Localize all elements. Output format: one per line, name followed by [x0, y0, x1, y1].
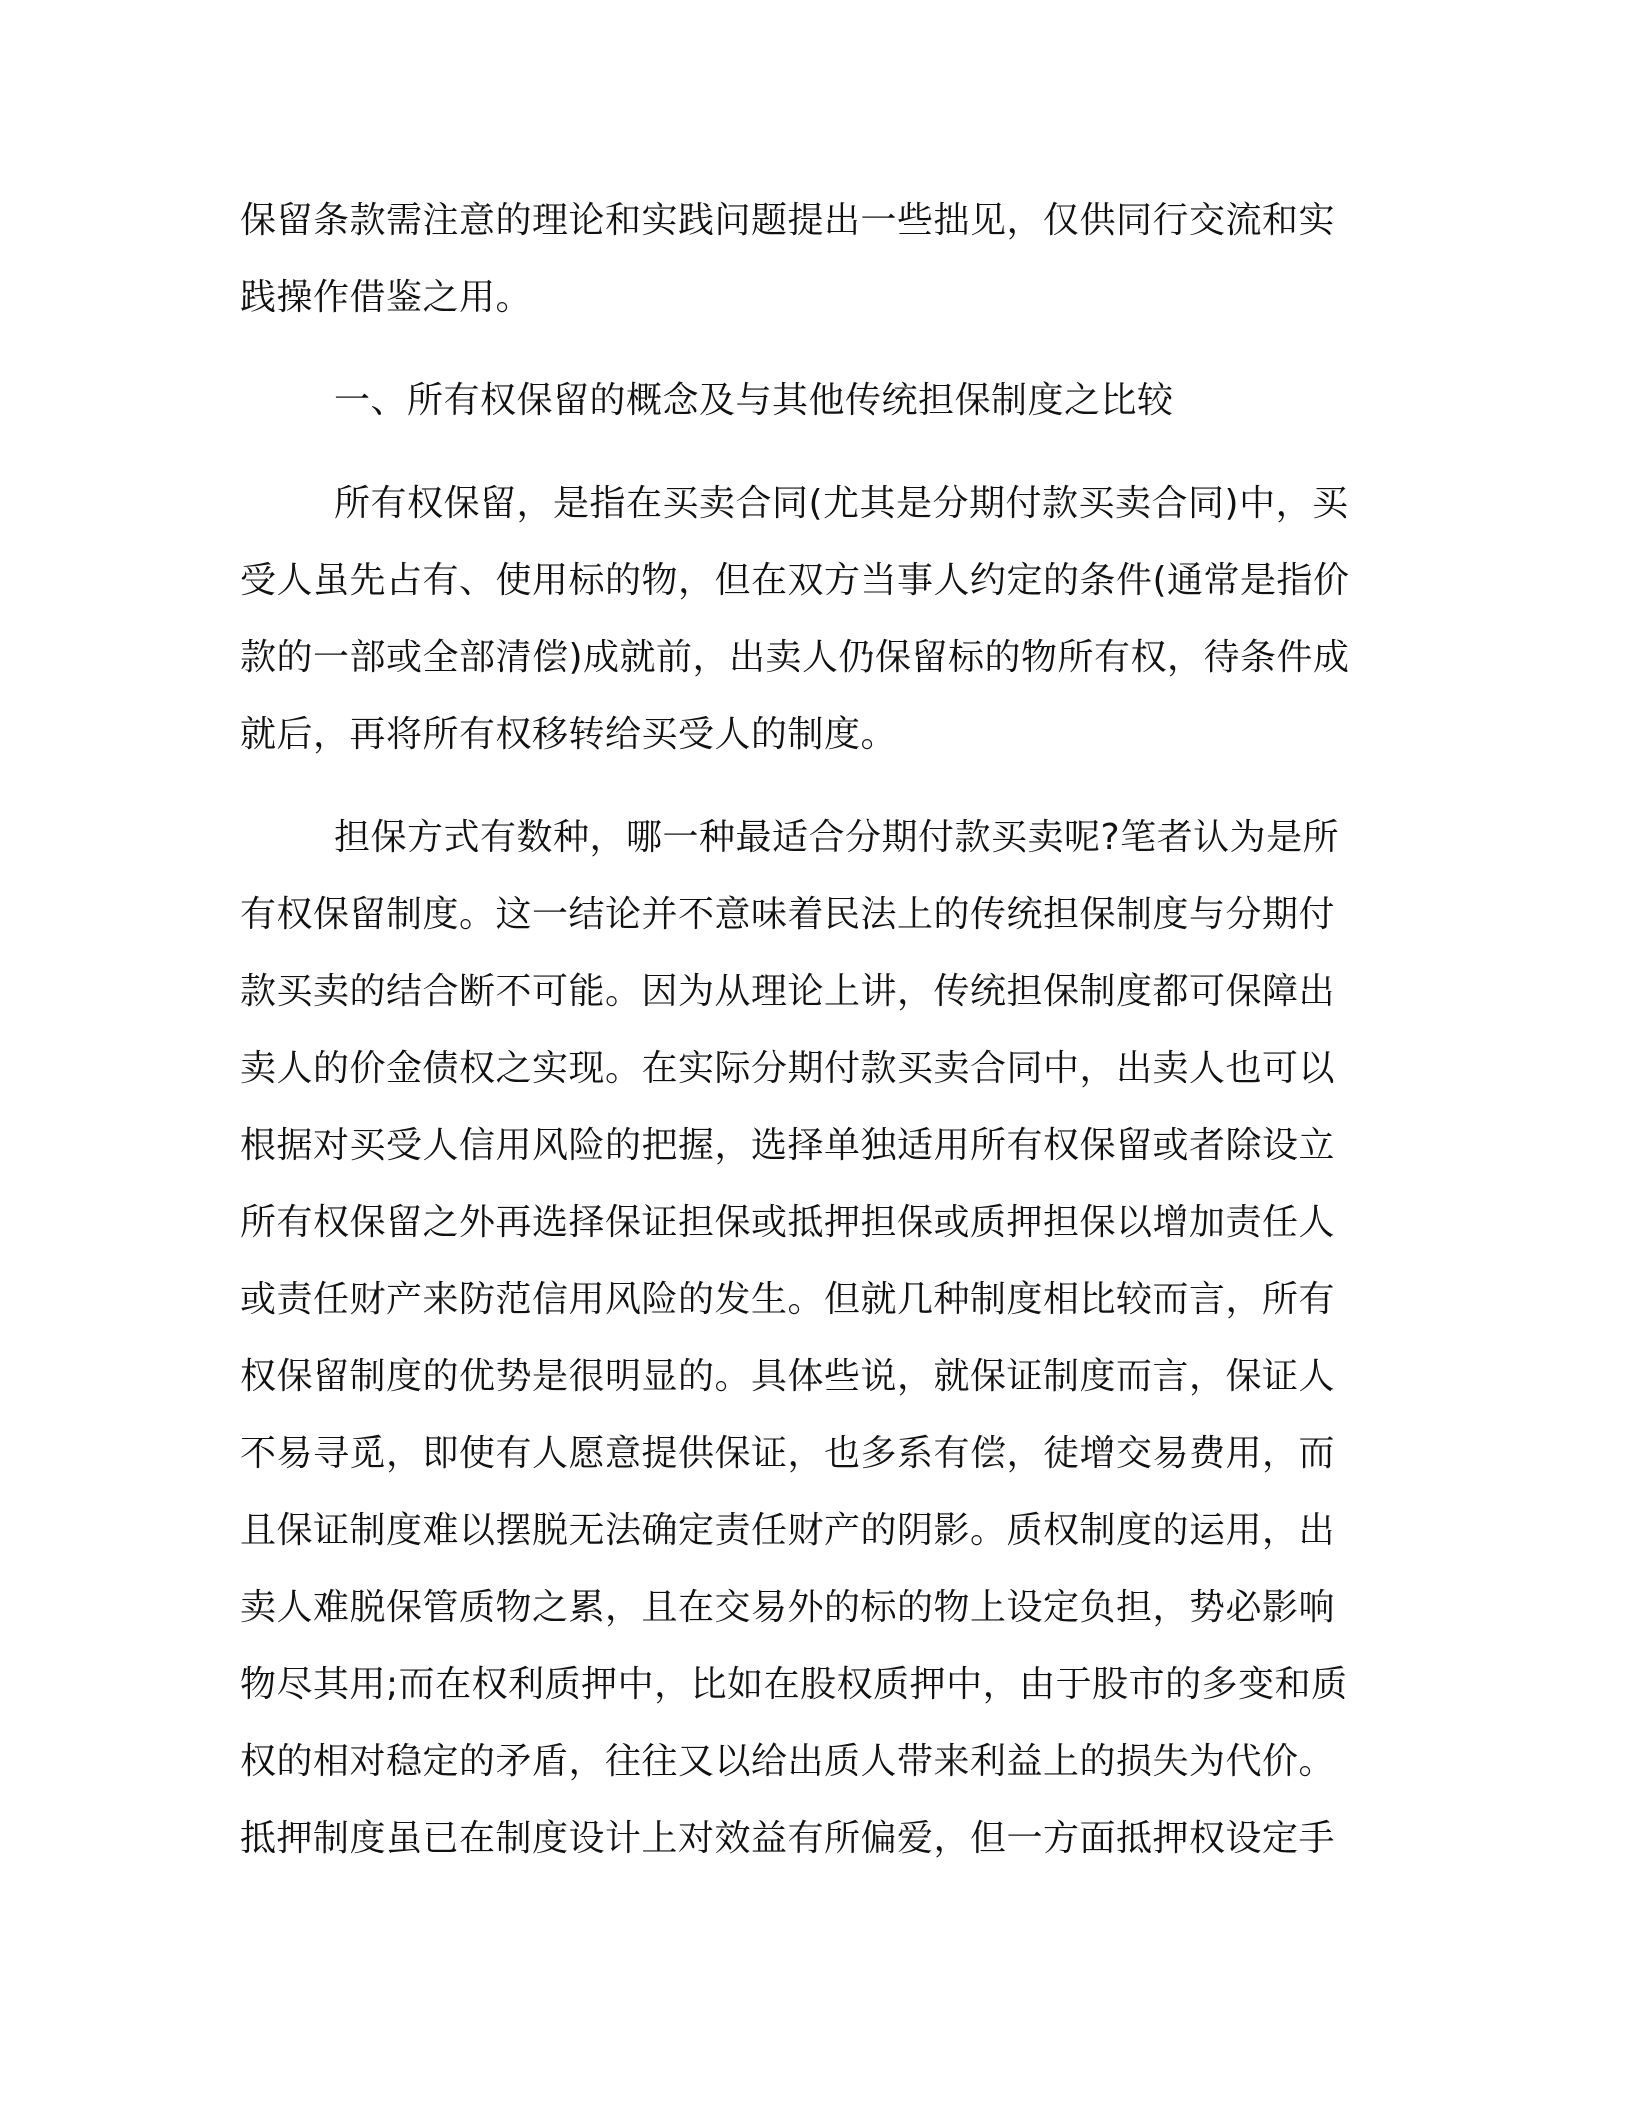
text-line: 所有权保留之外再选择保证担保或抵押担保或质押担保以增加责任人 [240, 1202, 1336, 1243]
text-line: 践操作借鉴之用。 [240, 277, 533, 318]
text-line: 有权保留制度。这一结论并不意味着民法上的传统担保制度与分期付 [240, 894, 1336, 935]
text-line: 抵押制度虽已在制度设计上对效益有所偏爱，但一方面抵押权设定手 [240, 1818, 1336, 1859]
text-line: 物尽其用;而在权利质押中，比如在股权质押中，由于股市的多变和质 [240, 1664, 1348, 1705]
paragraph-definition [240, 465, 1380, 773]
paragraph-spacer [240, 773, 1380, 799]
paragraph-continued-text [240, 182, 1380, 336]
text-line: 受人虽先占有、使用标的物，但在双方当事人约定的条件(通常是指价 [240, 560, 1350, 601]
document-body [240, 182, 1380, 1877]
text-line: 款买卖的结合断不可能。因为从理论上讲，传统担保制度都可保障出 [240, 971, 1336, 1012]
text-line: 且保证制度难以摆脱无法确定责任财产的阴影。质权制度的运用，出 [240, 1510, 1336, 1551]
heading-line: 一、所有权保留的概念及与其他传统担保制度之比较 [334, 380, 1174, 421]
section-heading [240, 362, 1380, 439]
text-line: 款的一部或全部清偿)成就前，出卖人仍保留标的物所有权，待条件成 [240, 637, 1350, 678]
text-line: 就后，再将所有权移转给买受人的制度。 [240, 714, 898, 755]
paragraph-spacer [240, 439, 1380, 465]
text-line: 权的相对稳定的矛盾，往往又以给出质人带来利益上的损失为代价。 [240, 1741, 1336, 1782]
text-line: 根据对买受人信用风险的把握，选择单独适用所有权保留或者除设立 [240, 1125, 1336, 1166]
text-line: 卖人的价金债权之实现。在实际分期付款买卖合同中，出卖人也可以 [240, 1048, 1336, 1089]
text-line: 卖人难脱保管质物之累，且在交易外的标的物上设定负担，势必影响 [240, 1587, 1336, 1628]
text-line: 保留条款需注意的理论和实践问题提出一些拙见，仅供同行交流和实 [240, 200, 1336, 241]
text-line: 所有权保留，是指在买卖合同(尤其是分期付款买卖合同)中，买 [334, 483, 1349, 524]
paragraph-comparison [240, 799, 1380, 1877]
text-line: 权保留制度的优势是很明显的。具体些说，就保证制度而言，保证人 [240, 1356, 1336, 1397]
text-line: 不易寻觅，即使有人愿意提供保证，也多系有偿，徒增交易费用，而 [240, 1433, 1336, 1474]
text-line: 担保方式有数种，哪一种最适合分期付款买卖呢?笔者认为是所 [334, 817, 1340, 858]
text-line: 或责任财产来防范信用风险的发生。但就几种制度相比较而言，所有 [240, 1279, 1336, 1320]
paragraph-spacer [240, 336, 1380, 362]
